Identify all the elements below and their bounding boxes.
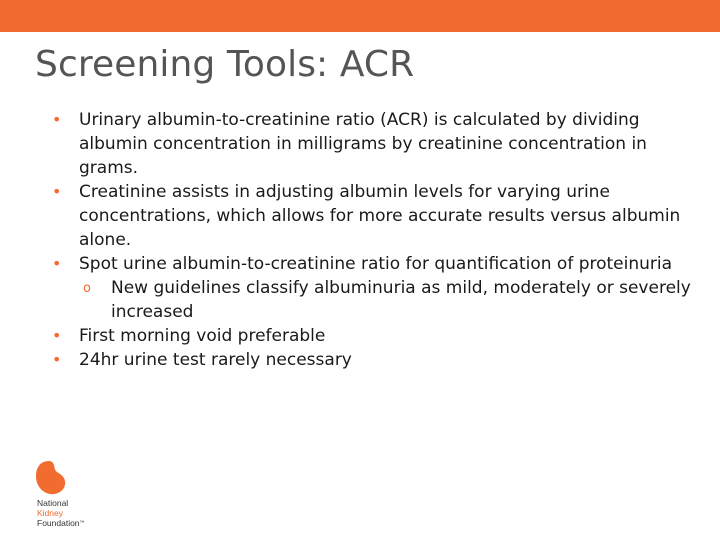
- bullet-text: Spot urine albumin-to-creatinine ratio for quantification of proteinuria: [79, 254, 673, 274]
- top-accent-bar: [0, 0, 720, 32]
- list-item: [52, 348, 692, 372]
- nkf-logo: [36, 460, 96, 530]
- slide-title: Screening Tools: ACR: [35, 44, 415, 85]
- bullet-icon: •: [52, 182, 62, 201]
- logo-line-kidney: Kidney: [37, 508, 63, 518]
- logo-line-national: National: [37, 498, 69, 508]
- list-item: [52, 324, 692, 348]
- kidney-icon: [36, 460, 72, 498]
- logo-wordmark: [37, 498, 85, 528]
- sub-bullet-icon: o: [83, 281, 91, 296]
- logo-line-foundation: [37, 518, 85, 528]
- bullet-icon: •: [52, 350, 62, 369]
- bullet-icon: •: [52, 254, 62, 273]
- sub-bullet-text: New guidelines classify albuminuria as mild, moderately or severely increased: [111, 278, 691, 322]
- bullet-text: 24hr urine test rarely necessary: [79, 350, 352, 370]
- bullet-icon: •: [52, 110, 62, 129]
- list-item: [52, 180, 692, 252]
- bullet-text: Urinary albumin-to-creatinine ratio (ACR) is calculated by dividing albumin concentration in milligrams by creatinine concentration in grams.: [79, 110, 647, 178]
- trademark-symbol: ™: [79, 520, 85, 526]
- sub-list-item: [52, 276, 692, 324]
- bullet-text: Creatinine assists in adjusting albumin levels for varying urine concentrations, which allows for more accurate results versus albumin alone.: [79, 182, 681, 250]
- logo-foundation-text: Foundation: [37, 518, 80, 528]
- bullet-icon: •: [52, 326, 62, 345]
- list-item: [52, 252, 692, 276]
- bullet-text: First morning void preferable: [79, 326, 326, 346]
- bullet-list: [52, 108, 692, 372]
- list-item: [52, 108, 692, 180]
